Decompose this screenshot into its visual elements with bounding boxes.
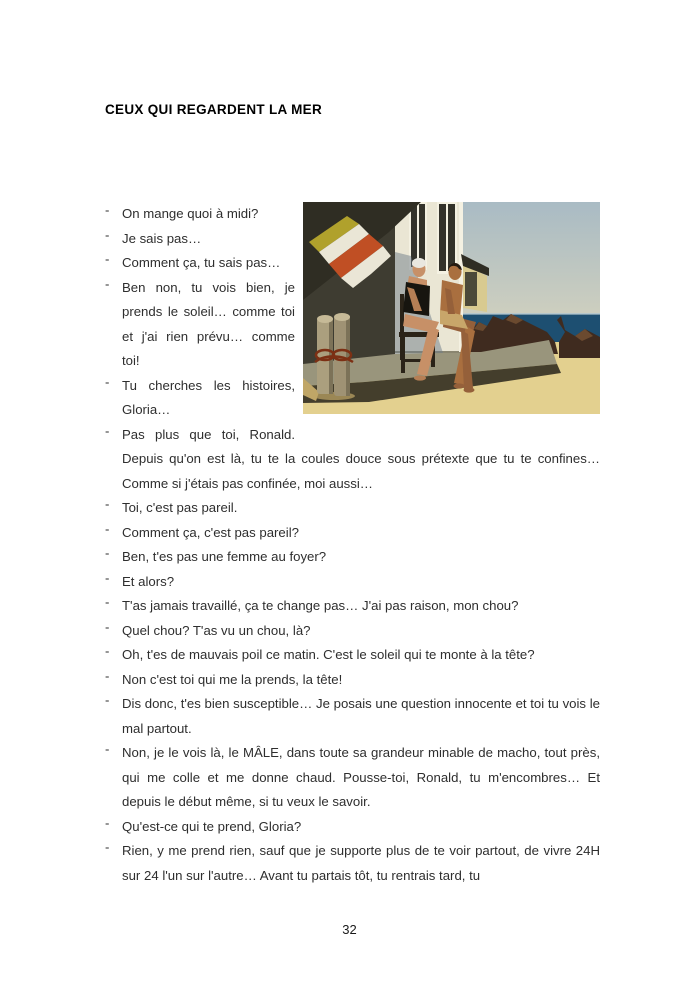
dash-marker: - [105,202,110,218]
dialogue-line [105,815,600,840]
dash-marker: - [105,374,110,389]
line-text: Non c'est toi qui me la prends, la tête! [122,671,343,687]
dialogue-line [105,839,600,888]
dash-marker: - [105,839,110,855]
dialogue-line [105,227,600,252]
dash-marker: - [105,276,110,291]
dash-marker: - [105,496,110,512]
line-text: Ben, t'es pas une femme au foyer? [122,549,327,564]
dialogue-line [105,668,600,693]
dash-marker: - [105,545,110,561]
dash-marker: - [105,668,110,683]
line-text: Pas plus que toi, Ronald. Depuis qu'on est là, tu te la coules douce sous prétexte que tu te confines… Comme si j'étais pas confinée, moi aussi… [122,426,600,491]
page-number: 32 [342,922,357,937]
line-text: T'as jamais travaillé, ça te change pas… J'ai pas raison, mon chou? [122,598,519,613]
dash-marker: - [105,619,110,634]
dash-marker: - [105,815,110,830]
dash-marker: - [105,692,110,708]
dialogue-line [105,741,600,815]
dialogue-line [105,423,600,497]
dialogue-line [105,692,600,741]
dash-marker: - [105,643,110,659]
dash-marker: - [105,423,110,438]
dash-marker: - [105,570,110,585]
dialogue-line [105,643,600,668]
dialogue-line [105,545,600,570]
dialogue-line [105,570,600,595]
dialogue-line [105,521,600,546]
dialogue-line [105,374,600,423]
dash-marker: - [105,594,110,610]
line-text: Ben non, tu vois bien, je prends le soleil… comme toi et j'ai rien prévu… comme toi! [122,279,295,368]
dash-marker: - [105,521,110,536]
line-text: Quel chou? T'as vu un chou, là? [122,622,311,638]
line-text: Oh, t'es de mauvais poil ce matin. C'est le soleil qui te monte à la tête? [122,647,535,662]
line-text: Non, je le vois là, le MÂLE, dans toute sa grandeur minable de macho, tout près, qui me colle et me donne chaud. Pousse-toi, Ronald, tu m'encombres… Et depuis le début même, si tu veux le savoir. [122,745,600,809]
dialogue-line [105,276,600,374]
line-text: Tu cherches les histoires, Gloria… [122,377,295,417]
dash-marker: - [105,251,110,267]
dialogue-line [105,202,600,227]
line-text: Comment ça, tu sais pas… [122,255,281,270]
line-text: Comment ça, c'est pas pareil? [122,524,299,540]
line-text: Je sais pas… [122,230,202,246]
dialogue-list [105,202,600,888]
line-text: On mange quoi à midi? [122,206,259,221]
page-title: CEUX QUI REGARDENT LA MER [105,102,323,117]
dialogue-line [105,496,600,521]
line-text: Dis donc, t'es bien susceptible… Je posais une question innocente et toi tu vois le mal partout. [122,696,600,736]
line-text: Qu'est-ce qui te prend, Gloria? [122,818,302,834]
line-text: Toi, c'est pas pareil. [122,500,238,515]
dialogue-line [105,594,600,619]
line-text: Et alors? [122,573,175,589]
line-text: Rien, y me prend rien, sauf que je supporte plus de te voir partout, de vivre 24H sur 24 l'un sur l'autre… Avant tu partais tôt, tu rentrais tard, tu [122,843,600,883]
dash-marker: - [105,741,110,757]
dialogue-line [105,619,600,644]
dash-marker: - [105,227,110,242]
dialogue-line [105,251,600,276]
